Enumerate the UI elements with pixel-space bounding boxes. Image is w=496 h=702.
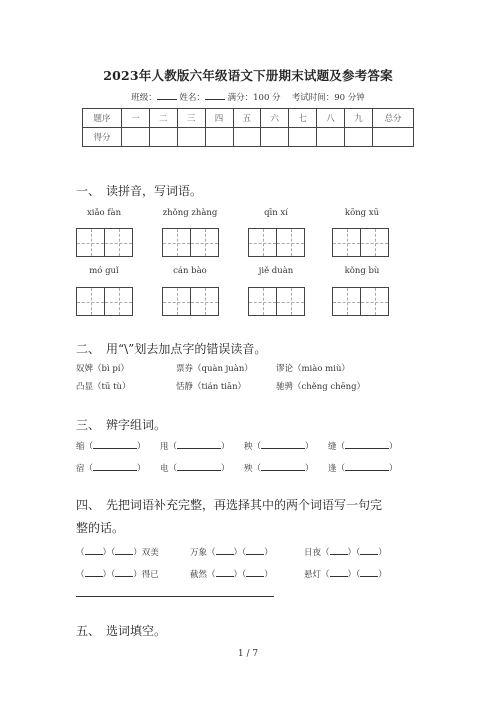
score-table-row — [83, 128, 414, 147]
score-input-cell[interactable] — [261, 128, 289, 147]
writing-grid[interactable] — [332, 228, 389, 257]
document-title: 2023年人教版六年级语文下册期末试题及参考答案 — [103, 68, 393, 83]
zuci-item[interactable]: 电（ ） — [160, 461, 230, 474]
writing-grid[interactable] — [248, 228, 305, 257]
zuci-item[interactable]: 缝（ ） — [328, 439, 398, 452]
writing-grid[interactable] — [248, 287, 305, 316]
reading-item[interactable]: 凸显（tū tù） — [76, 382, 131, 392]
writing-grid[interactable] — [76, 287, 133, 316]
class-blank — [157, 90, 177, 100]
section-3-heading: 三、 辨字组词。 — [76, 418, 167, 432]
score-header-cell: 八 — [317, 109, 345, 128]
score-input-cell[interactable] — [177, 128, 205, 147]
writing-grid[interactable] — [162, 228, 219, 257]
score-header-cell: 总分 — [373, 109, 414, 128]
writing-grid[interactable] — [332, 287, 389, 316]
idiom-fill-item[interactable]: 日夜（ ）（ ） — [304, 545, 387, 558]
score-input-cell[interactable] — [373, 128, 414, 147]
score-input-cell[interactable] — [345, 128, 373, 147]
zuci-item[interactable]: 秧（ ） — [244, 439, 314, 452]
idiom-fill-item[interactable]: （ ）（ ）得已 — [76, 567, 159, 580]
score-input-cell[interactable] — [317, 128, 345, 147]
zuci-item[interactable]: 宿（ ） — [76, 461, 146, 474]
reading-item[interactable]: 恬静（tián tiān） — [176, 382, 247, 392]
reading-item[interactable]: 驰骋（chěng chēng） — [276, 382, 366, 392]
section-4-heading: 四、 先把词语补充完整，再选择其中的两个词语写一句完 — [76, 498, 383, 512]
score-input-cell[interactable] — [122, 128, 150, 147]
pinyin-label: jiě duàn — [258, 266, 294, 276]
score-input-cell[interactable] — [149, 128, 177, 147]
full-score-label: 满分：100 分 — [227, 93, 281, 103]
score-header-cell: 五 — [233, 109, 261, 128]
score-header-cell: 九 — [345, 109, 373, 128]
pinyin-label: kǒng bù — [344, 266, 380, 276]
page-number: 1 / 7 — [237, 649, 259, 659]
idiom-fill-item[interactable]: （ ）（ ）双美 — [76, 545, 159, 558]
score-header-cell: 二 — [149, 109, 177, 128]
score-header-cell: 一 — [122, 109, 150, 128]
zuci-item[interactable]: 殃（ ） — [244, 461, 314, 474]
section-1-heading: 一、 读拼音，写词语。 — [76, 184, 203, 198]
name-label: 姓名： — [179, 93, 205, 103]
section-2-heading: 二、 用“\”划去加点字的错误读音。 — [76, 342, 267, 356]
score-header-cell: 七 — [289, 109, 317, 128]
score-input-cell[interactable] — [233, 128, 261, 147]
exam-meta — [0, 90, 496, 103]
score-header-cell: 四 — [205, 109, 233, 128]
writing-grid[interactable] — [162, 287, 219, 316]
score-header-cell: 三 — [177, 109, 205, 128]
score-row-label: 得分 — [83, 128, 122, 147]
zuci-item[interactable]: 逢（ ） — [328, 461, 398, 474]
writing-grid[interactable] — [76, 228, 133, 257]
score-header-cell: 六 — [261, 109, 289, 128]
reading-item[interactable]: 奴婢（bì pí） — [76, 364, 130, 374]
pinyin-label: zhǒng zhàng — [162, 208, 218, 218]
pinyin-label: cán bào — [173, 266, 207, 276]
idiom-fill-item[interactable]: 截然（ ）（ ） — [190, 567, 273, 580]
score-header-cell: 题序 — [83, 109, 122, 128]
sentence-answer-line[interactable] — [76, 596, 274, 597]
section-5-heading: 五、 选词填空。 — [76, 624, 167, 638]
reading-item[interactable]: 谬论（miào miù） — [276, 364, 350, 374]
zuci-item[interactable]: 缩（ ） — [76, 439, 146, 452]
exam-time-label: 考试时间：90 分钟 — [291, 93, 365, 103]
score-table — [82, 108, 414, 147]
reading-item[interactable]: 票券（quàn juàn） — [176, 364, 253, 374]
name-blank — [205, 90, 225, 100]
idiom-fill-item[interactable]: 万象（ ）（ ） — [190, 545, 273, 558]
idiom-fill-item[interactable]: 悬灯（ ）（ ） — [304, 567, 387, 580]
score-table-header — [83, 109, 414, 128]
pinyin-label: xiǎo fàn — [86, 208, 122, 218]
pinyin-label: qīn xí — [264, 208, 288, 218]
score-input-cell[interactable] — [289, 128, 317, 147]
zuci-item[interactable]: 甩（ ） — [160, 439, 230, 452]
section-4-heading-cont: 整的话。 — [76, 521, 125, 535]
class-label: 班级： — [131, 93, 157, 103]
pinyin-label: kōng xū — [344, 208, 380, 218]
score-input-cell[interactable] — [205, 128, 233, 147]
pinyin-label: mó guǐ — [89, 266, 119, 276]
